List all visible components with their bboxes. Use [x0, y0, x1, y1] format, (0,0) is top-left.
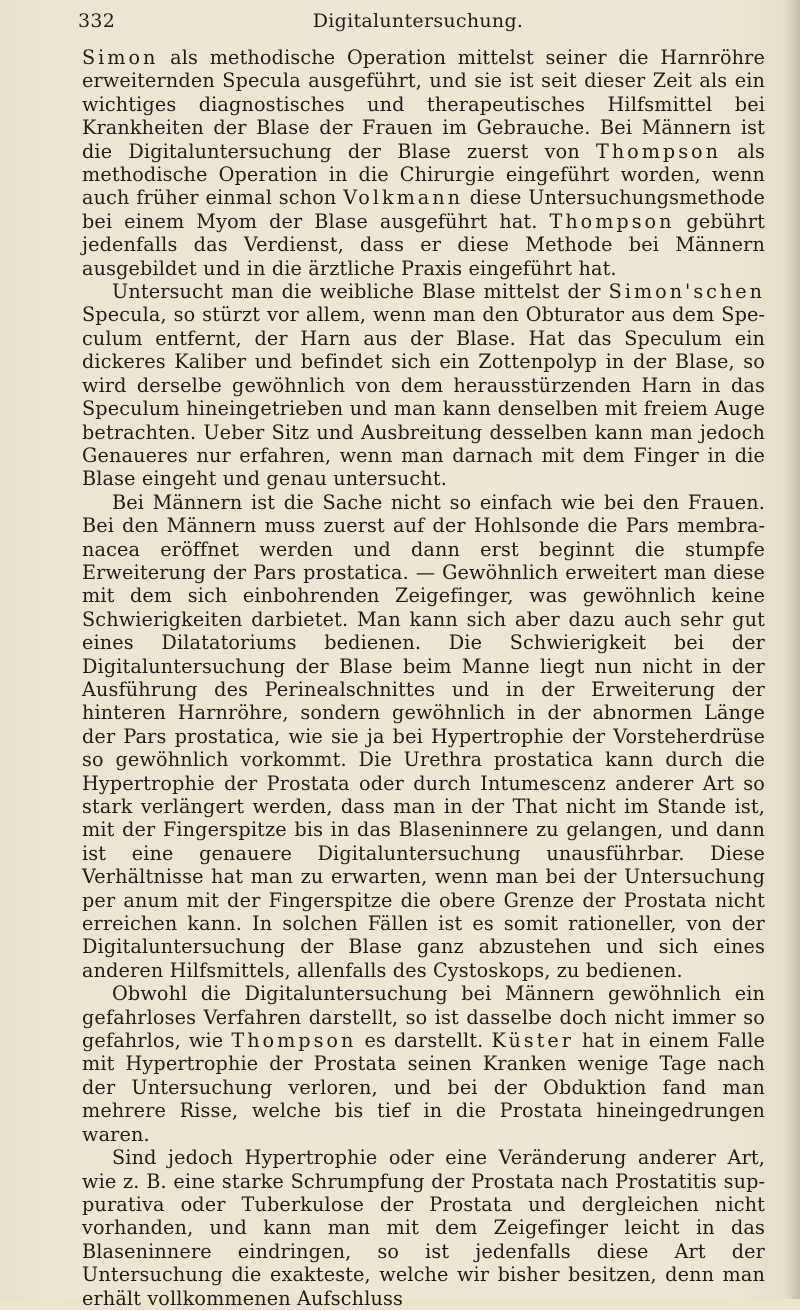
author-name: Küster — [491, 1029, 574, 1053]
page-number: 332 — [78, 10, 116, 32]
author-name: Simon'schen — [608, 280, 765, 304]
paragraph — [82, 982, 765, 1146]
text-run: hat in einem Falle mit Hypertrophie der Prostata seinen Kranken wenige Tage nach der Untersuchung verloren, und bei der Obduktion fand man mehrere Risse, welche bis tief in die Prostata hineingedrungen waren. — [82, 1029, 765, 1146]
paragraph — [82, 491, 765, 983]
text-run: als methodische Operation mittelst seiner die Harnröhre erweiternden Specula ausgeführt, und sie ist seit dieser Zeit als ein wichtiges diagnostisches und therapeutisches Hilfsmittel bei Krankheiten der Blase der Frauen im Gebrauche. Bei Männern ist die Digitaluntersuchung der Blase zuerst von — [82, 46, 765, 163]
text-run: Bei Männern ist die Sache nicht so einfach wie bei den Frauen. Bei den Männern muss zuerst auf der Hohlsonde die Pars membranacea eröffnet werden und dann erst beginnt die stumpfe Erweiterung der Pars prostatica. — Gewöhnlich erweitert man diese mit dem sich einbohrenden Zeigefinger, was gewöhnlich keine Schwierigkeiten darbietet. Man kann sich aber dazu auch sehr gut eines Dilatatoriums bedienen. Die Schwierigkeit bei der Digitaluntersuchung der Blase beim Manne liegt nun nicht in der Ausführung des Perinealschnittes und in der Erweiterung der hinteren Harnröhre, sondern gewöhnlich in der abnormen Länge der Pars prostatica, wie sie ja bei Hypertrophie der Vorsteherdrüse so gewöhnlich vorkommt. Die Urethra prostatica kann durch die Hypertrophie der Prostata oder durch Intumescenz anderer Art so stark verlängert werden, dass man in der That nicht im Stande ist, mit der Fingerspitze bis in das Blaseninnere zu gelangen, und dann ist eine genauere Digitaluntersuchung unausführbar. Diese Verhältnisse hat man zu erwarten, wenn man bei der Untersuchung per anum mit der Fingerspitze die obere Grenze der Prostata nicht erreichen kann. In solchen Fällen ist es somit rationeller, von der Digitaluntersuchung der Blase ganz abzustehen und sich eines anderen Hilfsmittels, allenfalls des Cystoskops, zu bedienen. — [82, 490, 765, 982]
author-name: Thompson — [596, 139, 721, 163]
author-name: Simon — [82, 46, 159, 69]
page-header — [78, 10, 758, 40]
page-edge-shadow — [786, 0, 800, 1299]
text-run: gebührt jedenfalls das Verdienst, dass er diese Methode bei Männern ausgebildet und in die ärztliche Praxis eingeführt hat. — [82, 209, 765, 280]
body-text — [82, 46, 765, 1310]
paragraph — [82, 1146, 765, 1310]
paragraph — [82, 46, 765, 280]
text-run: diese Untersuchungsmethode bei einem Myom der Blase ausgeführt hat. — [82, 186, 765, 233]
running-head: Digitaluntersuchung. — [312, 10, 524, 32]
text-run: Sind jedoch Hypertrophie oder eine Veränderung anderer Art, wie z. B. eine starke Schrumpfung der Prostata nach Prostatitis suppurativa oder Tuberkulose der Prostata und dergleichen nicht vorhanden, und kann man mit dem Zeigefinger leicht in das Blaseninnere eindringen, so ist jedenfalls diese Art der Untersuchung die exakteste, welche wir bisher besitzen, denn man erhält vollkommenen Aufschluss — [82, 1146, 765, 1310]
text-run: Obwohl die Digitaluntersuchung bei Männern gewöhnlich ein gefahrloses Verfahren darstellt, so ist dasselbe doch nicht immer so gefahrlos, wie — [82, 982, 765, 1053]
text-run: Untersucht man die weibliche Blase mittelst der — [112, 280, 609, 304]
author-name: Thompson — [231, 1029, 357, 1053]
text-run: es darstellt. — [356, 1029, 492, 1053]
paragraph — [82, 280, 765, 491]
text-run: Specula, so stürzt vor allem, wenn man den Obturator aus dem Speculum entfernt, der Harn aus der Blase. Hat das Speculum ein dickeres Kaliber und befindet sich ein Zottenpolyp in der Blase, so wird derselbe gewöhnlich von dem herausstürzenden Harn in das Speculum hineingetrieben und man kann denselben mit freiem Auge betrachten. Ueber Sitz und Ausbreitung desselben kann man jedoch Genaueres nur erfahren, wenn man darnach mit dem Finger in die Blase eingeht und genau untersucht. — [82, 303, 765, 491]
author-name: Volkmann — [343, 186, 463, 210]
author-name: Thompson — [549, 209, 675, 233]
text-run: als methodische Operation in die Chirurgie eingeführt worden, wenn auch früher einmal schon — [82, 139, 766, 210]
